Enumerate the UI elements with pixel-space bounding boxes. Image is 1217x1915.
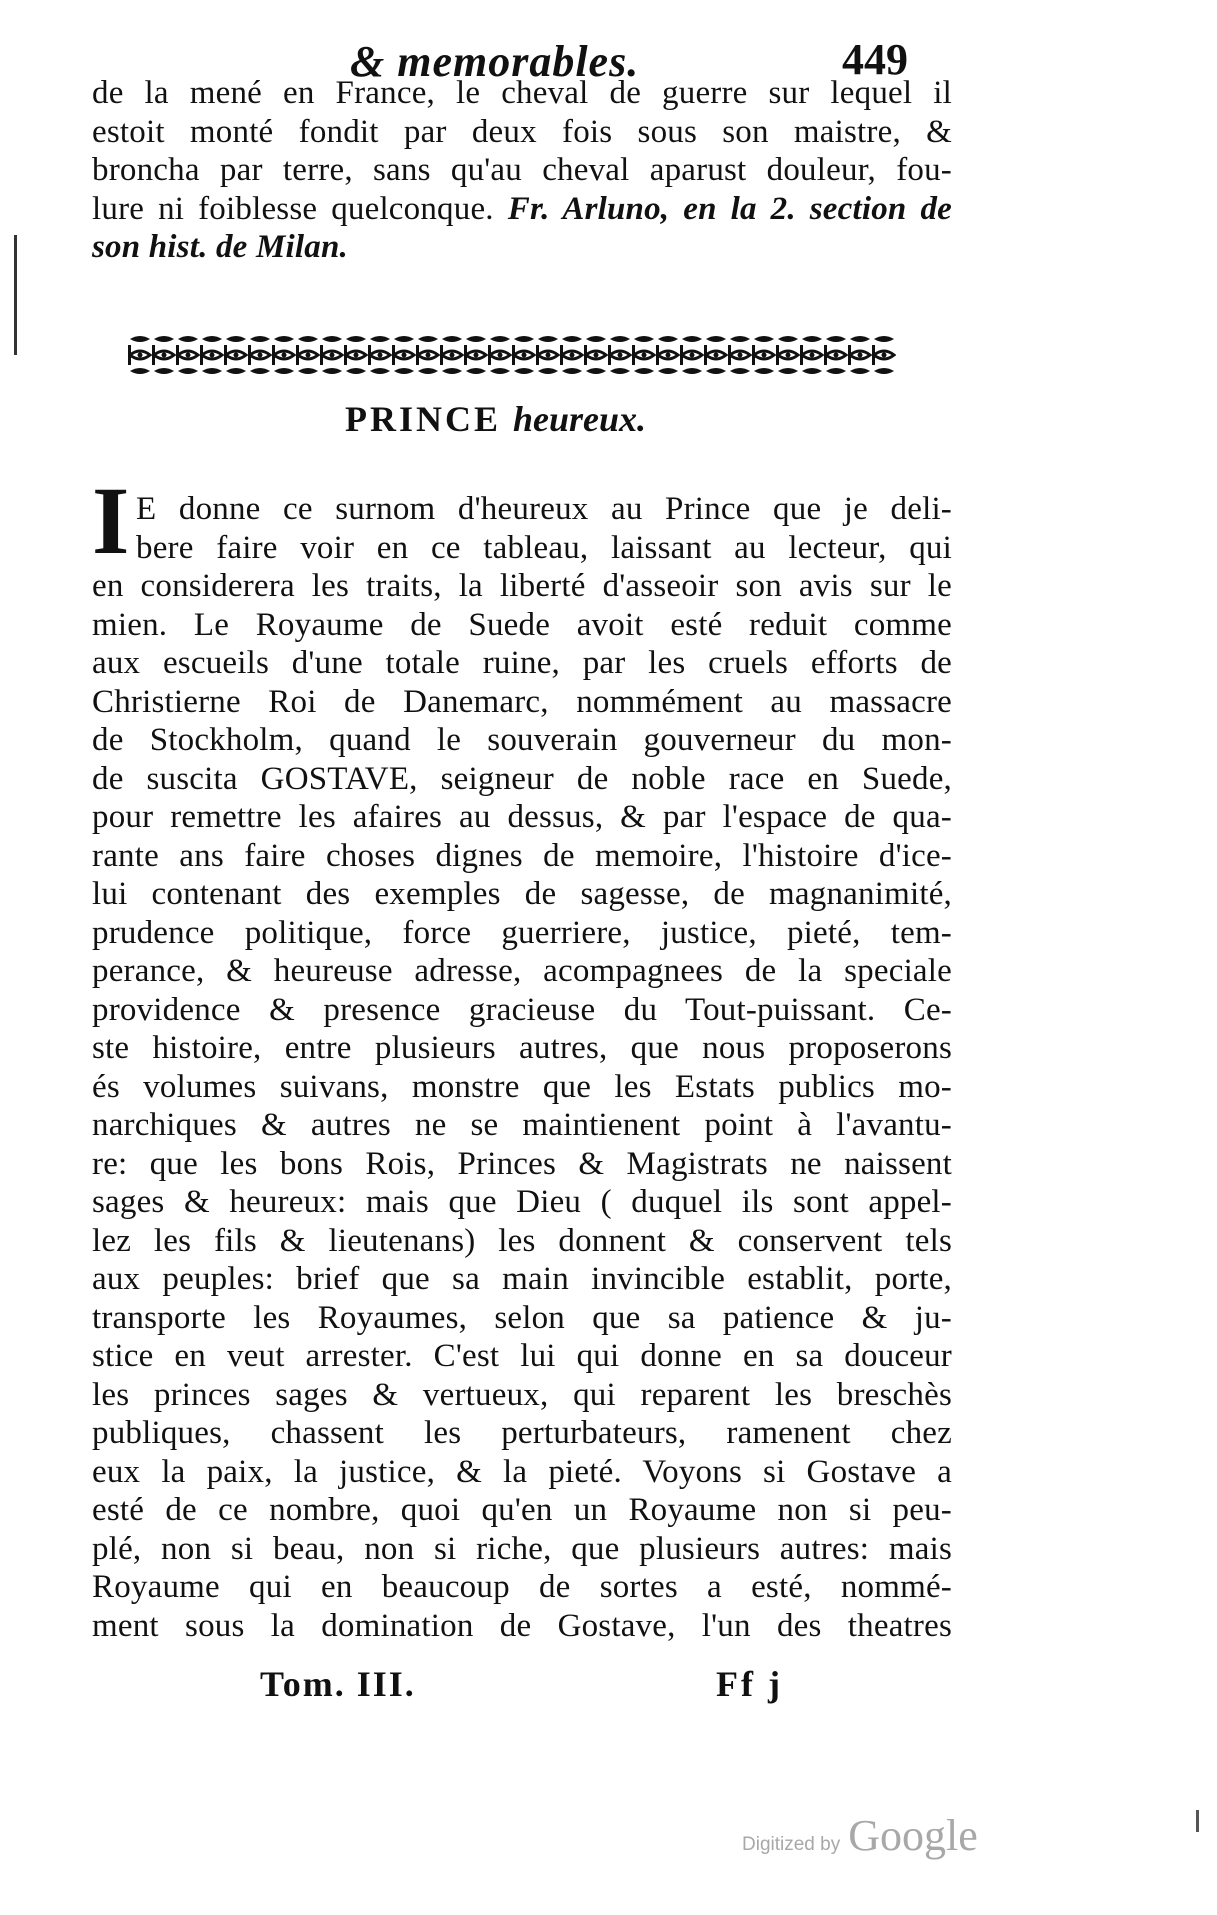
text-line: providence & presence gracieuse du Tout-puissant. Ce- [92, 991, 952, 1028]
text-line: ment sous la domination de Gostave, l'un des theatres [92, 1607, 952, 1644]
section-title-caps: PRINCE [345, 399, 502, 439]
running-head: & memorables. [350, 37, 640, 86]
text-line: eux la paix, la justice, & la pieté. Voyons si Gostave a [92, 1453, 952, 1490]
scan-edge-mark [14, 235, 17, 355]
text-line: plé, non si beau, non si riche, que plusieurs autres: mais [92, 1530, 952, 1567]
continued-passage [92, 74, 952, 267]
text-line: ste histoire, entre plusieurs autres, que nous proposerons [92, 1030, 952, 1066]
text-line: Royaume qui en beaucoup de sortes a esté, nommé- [92, 1569, 952, 1605]
text-line: broncha par terre, sans qu'au cheval aparust douleur, fou- [92, 152, 952, 188]
section-title-italic: heureux. [513, 399, 647, 439]
text-line: estoit monté fondit par deux fois sous son maistre, & [92, 113, 952, 150]
watermark-prefix: Digitized by [742, 1834, 841, 1855]
text-line: és volumes suivans, monstre que les Estats publics mo- [92, 1068, 952, 1105]
body-lines-indented [136, 490, 952, 567]
text-line: les princes sages & vertueux, qui reparent les breschès [92, 1376, 952, 1413]
text-line: sages & heureux: mais que Dieu ( duquel ils sont appel- [92, 1184, 952, 1220]
text-line: en considerera les traits, la liberté d'asseoir son avis sur le [92, 568, 952, 604]
text-line: mien. Le Royaume de Suede avoit esté reduit comme [92, 606, 952, 643]
text-line: E donne ce surnom d'heureux au Prince que je deli- [136, 491, 952, 527]
text-line: perance, & heureuse adresse, acompagnees de la speciale [92, 953, 952, 989]
citation: son hist. de Milan. [92, 229, 348, 265]
text-line: pour remettre les afaires au dessus, & par l'espace de qua- [92, 799, 952, 835]
text-line: de la mené en France, le cheval de guerre sur lequel il [92, 75, 952, 111]
text-line: prudence politique, force guerriere, justice, pieté, tem- [92, 914, 952, 951]
text-line: re: que les bons Rois, Princes & Magistrats ne naissent [92, 1145, 952, 1182]
text-line: esté de ce nombre, quoi qu'en un Royaume non si peu- [92, 1492, 952, 1528]
text-line: lui contenant des exemples de sagesse, de magnanimité, [92, 876, 952, 912]
text-line: transporte les Royaumes, selon que sa patience & ju- [92, 1299, 952, 1336]
printers-ornament-band [128, 333, 896, 377]
text-line: aux peuples: brief que sa main invincible establit, porte, [92, 1261, 952, 1297]
text-line [92, 228, 952, 267]
text-line: stice en veut arrester. C'est lui qui donne en sa douceur [92, 1338, 952, 1374]
text-line: Christierne Roi de Danemarc, nommément au massacre [92, 683, 952, 720]
text-line [92, 190, 952, 229]
digitization-watermark [742, 1810, 978, 1861]
google-logo: Google [848, 1811, 978, 1860]
page-number: 449 [842, 35, 908, 84]
citation: Fr. Arluno, en la 2. section de [507, 190, 953, 227]
text-line: de Stockholm, quand le souverain gouverneur du mon- [92, 722, 952, 758]
volume-signature: Tom. III. [260, 1664, 416, 1704]
text-line: narchiques & autres ne se maintienent point à l'avantu- [92, 1107, 952, 1143]
text-line: lez les fils & lieutenans) les donnent & conservent tels [92, 1222, 952, 1259]
text-line: rante ans faire choses dignes de memoire, l'histoire d'ice- [92, 837, 952, 874]
gathering-signature: Ff j [716, 1664, 783, 1704]
scan-edge-mark [1196, 1810, 1199, 1832]
text-line: bere faire voir en ce tableau, laissant au lecteur, qui [136, 529, 952, 566]
section-title [345, 398, 646, 440]
text-line: de suscita GOSTAVE, seigneur de noble race en Suede, [92, 760, 952, 797]
text-line: publiques, chassent les perturbateurs, ramenent chez [92, 1415, 952, 1451]
drop-cap: I [92, 467, 130, 574]
text-line: aux escueils d'une totale ruine, par les cruels efforts de [92, 645, 952, 681]
body-text [92, 567, 952, 1645]
passage-end: lure ni foiblesse quelconque. [92, 190, 494, 227]
